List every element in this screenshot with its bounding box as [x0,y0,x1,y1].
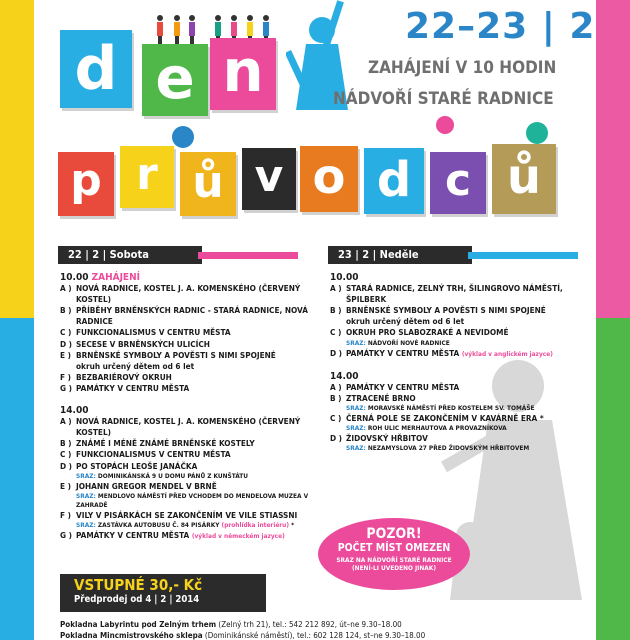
box-office-2: Pokladna Mincmistrovského sklepa (Dominikánské náměstí), tel.: 602 128 124, st–ne 9.30–18.00 [60,631,426,640]
list-item: B ) BRNĚNSKÉ SYMBOLY A POVĚSTI S NIMI SPOJENÉ [330,305,546,316]
list-item: A ) PAMÁTKY V CENTRU MĚSTA [330,381,460,392]
saturday-program [60,270,322,542]
box-office-1: Pokladna Labyrintu pod Zelným trhem (Zelný trh 21), tel.: 542 212 892, út–ne 9.30–18.00 [60,620,402,629]
list-item: D ) SECESE V BRNĚNSKÝCH ULICÍCH [60,338,210,349]
presale-date: Předprodej od 4 | 2 | 2014 [74,594,200,605]
list-item: A ) NOVÁ RADNICE, KOSTEL J. A. KOMENSKÉHO (ČERVENÝ KOSTEL) [60,416,301,438]
list-item: G ) PAMÁTKY V CENTRU MĚSTA (výklad v německém jazyce) [60,529,285,540]
sunday-program [330,270,592,453]
list-item: C ) OKRUH PRO SLABOZRAKÉ A NEVIDOMÉ [330,327,509,338]
list-item: D ) ŽIDOVSKÝ HŘBITOV [330,433,428,444]
side-stripe-blue [0,318,34,640]
meeting-point: SRAZ: MENDLOVO NÁMĚSTÍ PŘED VCHODEM DO MENDELOVA MUZEA V ZAHRADĚ [76,491,309,509]
sunday-rule [468,252,578,259]
list-item: A ) NOVÁ RADNICE, KOSTEL J. A. KOMENSKÉHO (ČERVENÝ KOSTEL) [60,283,301,305]
list-item: B ) ZNÁMÉ I MÉNĚ ZNÁMÉ BRNĚNSKÉ KOSTELY [60,438,255,449]
title-letter-d2: d [364,148,424,214]
title-letter-u-ring: ů [180,152,236,216]
opening-time: ZAHÁJENÍ V 10 HODIN [368,58,557,78]
meeting-point: SRAZ: NÁDVOŘÍ NOVÉ RADNICE [346,338,450,347]
title-letter-o: o [300,146,358,212]
list-item: C ) FUNKCIONALISMUS V CENTRU MĚSTA [60,327,231,338]
warning-exception: (NENÍ-LI UVEDENO JINAK) [352,564,436,572]
warning-text: POČET MÍST OMEZEN [337,542,451,554]
list-item: okruh určený dětem od 6 let [76,360,195,371]
saturday-time-10: 10.00 ZAHÁJENÍ [60,272,140,283]
title-letter-v: v [242,148,296,210]
deco-dot-pink [436,116,454,134]
sunday-time-14: 14.00 [330,370,359,382]
saturday-time-14: 14.00 [60,405,89,417]
meeting-point: SRAZ: NEZAMYSLOVA 27 PŘED ŽIDOVSKÝM HŘBITOVEM [346,444,530,453]
list-item: F ) VILY V PISÁRKÁCH SE ZAKONČENÍM VE VILE STIASSNI [60,509,298,520]
ticket-box [60,574,266,612]
list-item: A ) STARÁ RADNICE, ZELNÝ TRH, ŠILINGROVO NÁMĚSTÍ, ŠPILBERK [330,283,563,305]
title-letter-e: e [142,44,208,116]
side-stripe-pink [596,0,630,318]
title-letter-r: r [120,146,174,208]
meeting-place: NÁDVOŘÍ STARÉ RADNICE [333,89,554,109]
list-item: B ) PŘÍBĚHY BRNĚNSKÝCH RADNIC - STARÁ RADNICE, NOVÁ RADNICE [60,305,308,327]
side-stripe-green [596,318,630,640]
deco-dot-blue [172,126,194,148]
capacity-warning-bubble [318,518,470,590]
saturday-morning-list [60,283,322,394]
list-item: okruh určený dětem od 6 let [346,316,465,327]
sunday-heading: 23 | 2 | Neděle [328,246,472,264]
saturday-rule [198,252,298,259]
warning-title: POZOR! [366,526,422,542]
list-item: D ) PAMÁTKY V CENTRU MĚSTA (výklad v anglickém jazyce) [330,347,553,358]
list-item: D ) PO STOPÁCH LEOŠE JANÁČKA [60,460,198,471]
title-letter-d: d [60,30,132,108]
meeting-point: SRAZ: ZASTÁVKA AUTOBUSU Č. 84 PISÁRKY (prohlídka interiéru) * [76,520,295,529]
guide-icon [286,0,358,130]
title-letter-p: p [58,152,114,216]
side-stripe-yellow [0,0,34,318]
sunday-time-10: 10.00 [330,272,359,283]
title-letter-n: n [210,38,276,110]
list-item: B ) ZTRACENÉ BRNO [330,392,416,403]
meeting-point: SRAZ: MORAVSKÉ NÁMĚSTÍ PŘED KOSTELEM SV. TOMÁŠE [346,403,535,412]
warning-meeting: SRAZ NA NÁDVOŘÍ STARÉ RADNICE [336,556,452,564]
list-item: E ) JOHANN GREGOR MENDEL V BRNĚ [60,480,217,491]
event-dates: 22–23 | 2 [405,6,596,47]
title-letter-u-acute: ů [492,144,556,214]
ticket-price: VSTUPNÉ 30,- Kč [74,576,203,594]
meeting-point: SRAZ: ROH ULIC MERHAUTOVA A PROVAZNÍKOVA [346,424,507,433]
saturday-heading: 22 | 2 | Sobota [58,246,202,264]
list-item: G ) PAMÁTKY V CENTRU MĚSTA [60,382,190,393]
guide-figure [286,0,358,130]
title-letter-c: c [430,152,486,214]
list-item: F ) BEZBARIÉROVÝ OKRUH [60,371,172,382]
meeting-point: SRAZ: DOMINIKÁNSKÁ 9 U DOMU PÁNŮ Z KUNŠTÁTU [76,471,249,480]
list-item: C ) FUNKCIONALISMUS V CENTRU MĚSTA [60,449,231,460]
list-item: C ) ČERNÁ POLE SE ZAKONČENÍM V KAVÁRNĚ ERA * [330,412,544,423]
deco-dot-teal [526,122,548,144]
list-item: E ) BRNĚNSKÉ SYMBOLY A POVĚSTI S NIMI SPOJENÉ [60,349,276,360]
